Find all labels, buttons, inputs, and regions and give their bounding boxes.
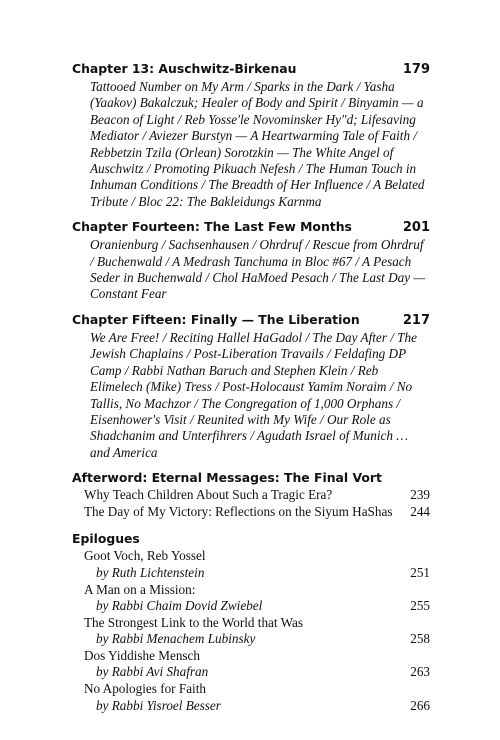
chapter-title: Chapter Fourteen: The Last Few Months xyxy=(72,219,352,235)
afterword-title: Afterword: Eternal Messages: The Final Vort xyxy=(72,470,382,486)
table-of-contents xyxy=(72,60,430,714)
chapter-14 xyxy=(72,218,430,303)
epilogue-page-number: 266 xyxy=(410,697,430,713)
entry-title: Why Teach Children About Such a Tragic Era? xyxy=(84,487,333,503)
epilogue-title: Dos Yiddishe Mensch xyxy=(84,647,200,663)
epilogue-author-line xyxy=(72,631,430,648)
epilogue-page-number: 263 xyxy=(410,664,430,680)
entry-title: The Day of My Victory: Reflections on the Siyum HaShas xyxy=(84,503,393,519)
chapter-page-number: 201 xyxy=(402,220,430,236)
entry-page-number: 239 xyxy=(410,487,430,503)
epilogue-author: by Rabbi Avi Shafran xyxy=(96,664,209,680)
afterword-entry xyxy=(72,504,430,521)
chapter-contents: We Are Free! / Reciting Hallel HaGadol / The Day After / The Jewish Chaplains / Post-Liberation Travails / Feldafing DP Camp / Rabbi Nathan Baruch and Stephen Klein / Reb Elimelech (Mike) Tress / Post-Holocaust Yamim Noraim / No Tallis, No Machzor / The Congregation of 1,000 Orphans / Eisenhower's Visit / Reunited with My Wife / Our Role as Shadchanim and Unterfihrers / Agudath Israel of Munich … and America xyxy=(90,329,417,460)
afterword-section xyxy=(72,469,430,520)
epilogue-page-number: 255 xyxy=(410,598,430,614)
epilogue-title: Goot Voch, Reb Yossel xyxy=(84,548,206,564)
epilogue-title: The Strongest Link to the World that Was xyxy=(84,614,303,630)
epilogue-author-line xyxy=(72,565,430,582)
epilogues-title: Epilogues xyxy=(72,531,140,547)
chapter-title: Chapter Fifteen: Finally — The Liberation xyxy=(72,311,360,327)
entry-page-number: 244 xyxy=(410,503,430,519)
chapter-heading xyxy=(72,311,430,329)
afterword-entry xyxy=(72,487,430,504)
epilogue-page-number: 258 xyxy=(410,631,430,647)
chapter-page-number: 179 xyxy=(402,62,430,77)
epilogue-author: by Rabbi Menachem Lubinsky xyxy=(96,631,256,647)
epilogues-section xyxy=(72,530,430,714)
epilogue-author-line xyxy=(72,698,430,715)
epilogue-title: A Man on a Mission: xyxy=(84,581,196,597)
epilogue-page-number: 251 xyxy=(410,564,430,580)
chapter-heading xyxy=(72,218,430,236)
chapter-15 xyxy=(72,311,430,461)
epilogue-author: by Ruth Lichtenstein xyxy=(96,564,205,580)
chapter-heading xyxy=(72,60,430,78)
chapter-contents: Oranienburg / Sachsenhausen / Ohrdruf / Rescue from Ohrdruf / Buchenwald / A Medrash Tanchuma in Bloc #67 / A Pesach Seder in Buchenwald / Chol HaMoed Pesach / The Last Day — Constant Fear xyxy=(90,237,426,302)
epilogue-author-line xyxy=(72,598,430,615)
epilogue-author: by Rabbi Chaim Dovid Zwiebel xyxy=(96,598,263,614)
chapter-page-number: 217 xyxy=(402,312,430,328)
chapter-title: Chapter 13: Auschwitz-Birkenau xyxy=(72,61,297,76)
epilogue-author-line xyxy=(72,664,430,681)
epilogue-title: No Apologies for Faith xyxy=(84,681,206,697)
chapter-contents: Tattooed Number on My Arm / Sparks in the Dark / Yasha (Yaakov) Bakalczuk; Healer of Body and Spirit / Binyamin — a Beacon of Light / Reb Yosse'le Novominsker Hy"d; Lifesaving Mediator / Aviezer Burstyn — A Heartwarming Tale of Faith / Rebbetzin Tzila (Orlean) Sorotzkin — The White Angel of Auschwitz / Promoting Pikuach Nefesh / The Human Touch in Inhuman Conditions / The Breadth of Her Influence / A Belated Tribute / Bloc 22: The Bakleidungs Karnma xyxy=(90,79,425,209)
epilogue-author: by Rabbi Yisroel Besser xyxy=(96,697,221,713)
chapter-13 xyxy=(72,60,430,210)
